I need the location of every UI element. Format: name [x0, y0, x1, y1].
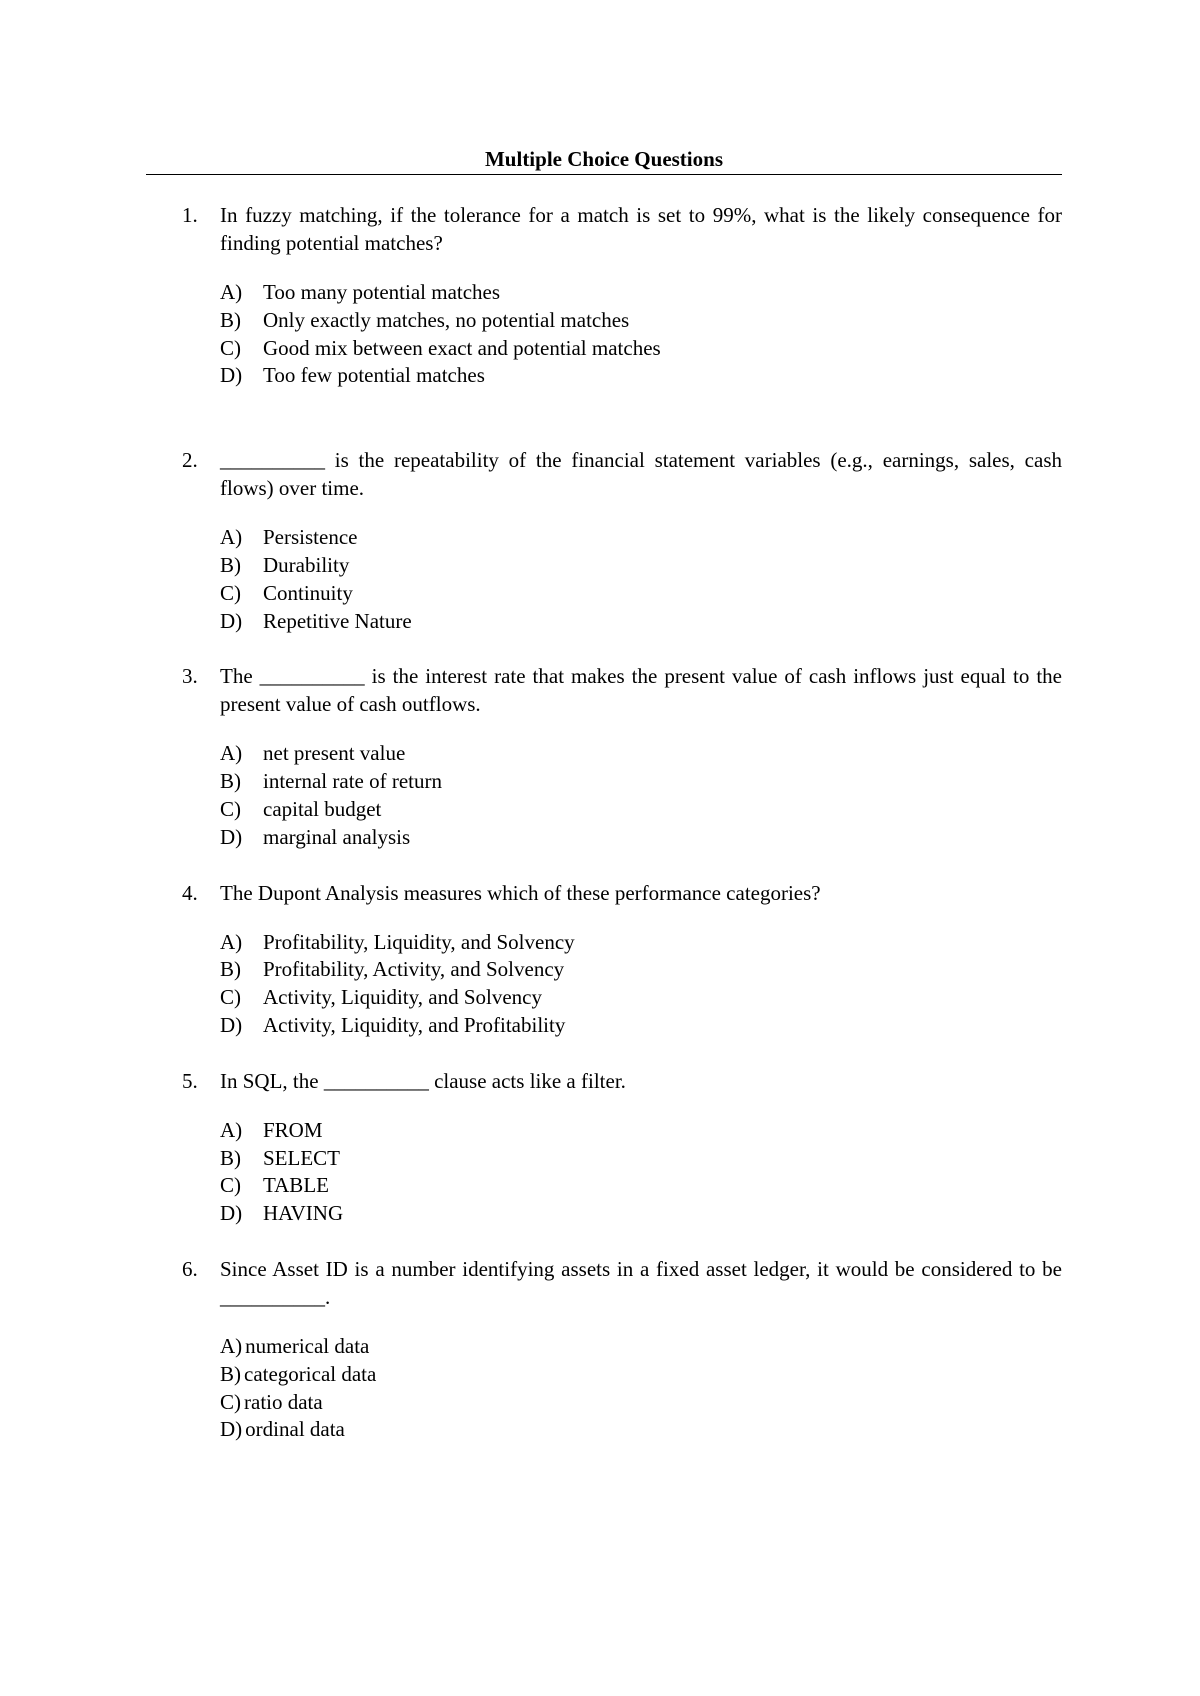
answer-option [220, 796, 1062, 824]
option-text: SELECT [263, 1145, 340, 1170]
answer-option [220, 1117, 1062, 1145]
option-text: Continuity [263, 580, 353, 605]
question-3 [146, 662, 1062, 851]
answer-option [220, 307, 1062, 335]
option-label: A) [220, 741, 243, 766]
option-label: A) [220, 1117, 243, 1142]
option-label: C) [220, 1173, 241, 1198]
answer-option [220, 1172, 1062, 1200]
question-number: 4. [182, 880, 198, 905]
answer-option [220, 768, 1062, 796]
document-page [146, 146, 1062, 1444]
option-text: Profitability, Liquidity, and Solvency [263, 929, 575, 954]
question-5 [146, 1067, 1062, 1228]
answer-option [220, 1361, 1062, 1389]
option-text: TABLE [263, 1173, 329, 1198]
option-text: FROM [263, 1117, 323, 1142]
option-label: A) [220, 1333, 243, 1358]
question-number: 1. [182, 203, 198, 227]
option-label: B) [220, 307, 241, 332]
option-label: B) [220, 769, 241, 794]
answer-option [220, 1012, 1062, 1040]
option-text: Only exactly matches, no potential matches [263, 307, 630, 332]
option-label: C) [220, 985, 241, 1010]
page-title: Multiple Choice Questions [146, 146, 1062, 175]
question-text: The __________ is the interest rate that makes the present value of cash inflows just equal to the present value of cash outflows. [220, 664, 1062, 717]
question-1 [146, 201, 1062, 390]
option-text: Persistence [263, 525, 358, 550]
question-number: 6. [182, 1256, 198, 1281]
answer-option [220, 1333, 1062, 1361]
answer-options [220, 1117, 1062, 1228]
question-text: In fuzzy matching, if the tolerance for a match is set to 99%, what is the likely consequence for finding potential matches? [220, 203, 1062, 255]
option-label: B) [220, 1361, 241, 1386]
answer-option [220, 580, 1062, 608]
option-text: Activity, Liquidity, and Solvency [263, 985, 542, 1010]
answer-option [220, 929, 1062, 957]
option-label: D) [220, 608, 243, 633]
answer-option [220, 824, 1062, 852]
answer-option [220, 608, 1062, 636]
answer-option [220, 984, 1062, 1012]
option-label: A) [220, 525, 243, 550]
option-label: B) [220, 552, 241, 577]
option-label: C) [220, 580, 241, 605]
option-text: Repetitive Nature [263, 608, 412, 633]
question-4 [146, 879, 1062, 1040]
option-label: C) [220, 1389, 241, 1414]
option-text: numerical data [245, 1333, 370, 1358]
option-text: ordinal data [245, 1417, 345, 1442]
option-text: net present value [263, 741, 406, 766]
question-number: 5. [182, 1068, 198, 1093]
answer-option [220, 740, 1062, 768]
option-label: A) [220, 929, 243, 954]
option-text: marginal analysis [263, 824, 411, 849]
option-text: Too many potential matches [263, 280, 501, 304]
option-text: Too few potential matches [263, 363, 485, 388]
answer-options [220, 1333, 1062, 1444]
answer-option [220, 1389, 1062, 1417]
answer-options [220, 740, 1062, 851]
option-label: D) [220, 1417, 243, 1442]
question-6 [146, 1255, 1062, 1444]
option-label: D) [220, 363, 243, 388]
option-label: B) [220, 1145, 241, 1170]
option-text: Good mix between exact and potential matches [263, 335, 661, 360]
answer-option [220, 362, 1062, 390]
answer-option [220, 524, 1062, 552]
question-2 [146, 446, 1062, 635]
answer-option [220, 956, 1062, 984]
question-number: 3. [182, 664, 198, 689]
option-text: Profitability, Activity, and Solvency [263, 957, 565, 982]
answer-option [220, 1416, 1062, 1444]
option-label: A) [220, 280, 243, 304]
option-text: HAVING [263, 1201, 344, 1226]
option-text: Activity, Liquidity, and Profitability [263, 1012, 566, 1037]
answer-options [220, 929, 1062, 1040]
answer-option [220, 552, 1062, 580]
question-text: Since Asset ID is a number identifying assets in a fixed asset ledger, it would be considered to be __________. [220, 1256, 1062, 1309]
question-text: __________ is the repeatability of the financial statement variables (e.g., earnings, sales, cash flows) over time. [220, 448, 1062, 501]
option-text: ratio data [244, 1389, 323, 1414]
option-label: C) [220, 796, 241, 821]
option-label: D) [220, 824, 243, 849]
answer-option [220, 335, 1062, 363]
option-label: B) [220, 957, 241, 982]
answer-option [220, 1145, 1062, 1173]
option-label: D) [220, 1012, 243, 1037]
question-list [146, 201, 1062, 1444]
answer-option [220, 279, 1062, 307]
answer-option [220, 1200, 1062, 1228]
question-number: 2. [182, 448, 198, 473]
option-text: Durability [263, 552, 350, 577]
question-text: In SQL, the __________ clause acts like a filter. [220, 1068, 626, 1093]
option-text: capital budget [263, 796, 382, 821]
question-text: The Dupont Analysis measures which of these performance categories? [220, 880, 821, 905]
option-label: D) [220, 1201, 243, 1226]
option-text: categorical data [244, 1361, 377, 1386]
answer-options [220, 524, 1062, 635]
answer-options [220, 279, 1062, 390]
option-text: internal rate of return [263, 769, 442, 794]
option-label: C) [220, 335, 241, 360]
